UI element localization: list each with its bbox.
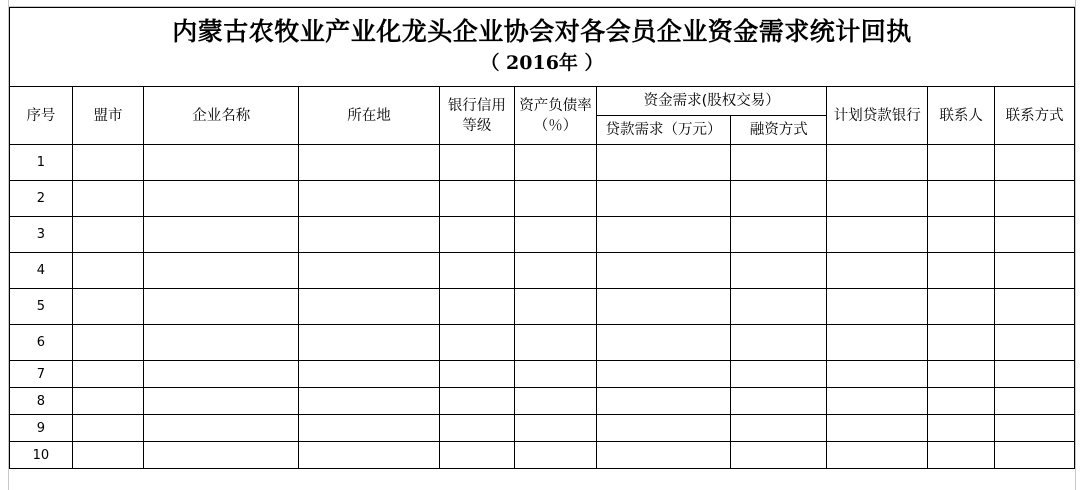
- cell-financing-method[interactable]: [731, 181, 827, 217]
- cell-debt-ratio[interactable]: [515, 145, 597, 181]
- cell-credit-rating[interactable]: [439, 145, 514, 181]
- cell-credit-rating[interactable]: [439, 325, 514, 361]
- cell-loan-demand[interactable]: [596, 388, 730, 415]
- cell-company-name[interactable]: [144, 388, 299, 415]
- cell-contact-method[interactable]: [995, 181, 1075, 217]
- page-subtitle: （ 2016年 ）: [480, 52, 604, 74]
- column-header-financing-method: 融资方式: [731, 116, 827, 145]
- cell-contact-person[interactable]: [928, 145, 995, 181]
- debt-ratio-label-line2: （％）: [533, 117, 578, 134]
- cell-loan-demand[interactable]: [596, 442, 730, 469]
- cell-loan-demand[interactable]: [596, 325, 730, 361]
- cell-credit-rating[interactable]: [439, 442, 514, 469]
- cell-location[interactable]: [299, 415, 439, 442]
- column-header-seq: 序号: [10, 87, 73, 145]
- cell-planned-loan-bank[interactable]: [827, 217, 928, 253]
- cell-seq[interactable]: 7: [10, 361, 73, 388]
- cell-loan-demand[interactable]: [596, 145, 730, 181]
- cell-city[interactable]: [72, 442, 143, 469]
- cell-debt-ratio[interactable]: [515, 415, 597, 442]
- cell-financing-method[interactable]: [731, 145, 827, 181]
- cell-credit-rating[interactable]: [439, 181, 514, 217]
- table-row[interactable]: [10, 361, 1075, 388]
- table-row[interactable]: [10, 217, 1075, 253]
- cell-city[interactable]: [72, 388, 143, 415]
- cell-contact-method[interactable]: [995, 253, 1075, 289]
- document-area: [9, 7, 1075, 469]
- cell-location[interactable]: [299, 181, 439, 217]
- cell-planned-loan-bank[interactable]: [827, 361, 928, 388]
- cell-contact-person[interactable]: [928, 289, 995, 325]
- cell-credit-rating[interactable]: [439, 361, 514, 388]
- cell-contact-method[interactable]: [995, 361, 1075, 388]
- cell-seq[interactable]: 9: [10, 415, 73, 442]
- cell-debt-ratio[interactable]: [515, 289, 597, 325]
- cell-contact-method[interactable]: [995, 145, 1075, 181]
- cell-loan-demand[interactable]: [596, 217, 730, 253]
- cell-credit-rating[interactable]: [439, 253, 514, 289]
- debt-ratio-label-line1: 资产负债率: [519, 97, 592, 114]
- cell-financing-method[interactable]: [731, 388, 827, 415]
- cell-company-name[interactable]: [144, 415, 299, 442]
- sheet-right-margin: [1075, 0, 1084, 490]
- cell-financing-method[interactable]: [731, 361, 827, 388]
- cell-loan-demand[interactable]: [596, 361, 730, 388]
- column-header-contact-person: 联系人: [928, 87, 995, 145]
- cell-planned-loan-bank[interactable]: [827, 442, 928, 469]
- cell-contact-person[interactable]: [928, 361, 995, 388]
- cell-contact-method[interactable]: [995, 289, 1075, 325]
- table-row[interactable]: [10, 442, 1075, 469]
- cell-debt-ratio[interactable]: [515, 253, 597, 289]
- sheet-top-margin: [0, 0, 1084, 7]
- column-header-planned-loan-bank: 计划贷款银行: [827, 87, 928, 145]
- title-row: [10, 8, 1075, 87]
- table-row[interactable]: [10, 325, 1075, 361]
- cell-contact-person[interactable]: [928, 415, 995, 442]
- cell-company-name[interactable]: [144, 325, 299, 361]
- cell-financing-method[interactable]: [731, 217, 827, 253]
- cell-seq[interactable]: 2: [10, 181, 73, 217]
- cell-city[interactable]: [72, 217, 143, 253]
- cell-planned-loan-bank[interactable]: [827, 145, 928, 181]
- cell-company-name[interactable]: [144, 145, 299, 181]
- cell-financing-method[interactable]: [731, 253, 827, 289]
- cell-planned-loan-bank[interactable]: [827, 388, 928, 415]
- column-header-city: 盟市: [72, 87, 143, 145]
- cell-seq[interactable]: 8: [10, 388, 73, 415]
- cell-debt-ratio[interactable]: [515, 388, 597, 415]
- cell-city[interactable]: [72, 325, 143, 361]
- table-row[interactable]: [10, 145, 1075, 181]
- cell-contact-method[interactable]: [995, 442, 1075, 469]
- cell-city[interactable]: [72, 361, 143, 388]
- cell-credit-rating[interactable]: [439, 388, 514, 415]
- cell-city[interactable]: [72, 181, 143, 217]
- cell-location[interactable]: [299, 325, 439, 361]
- cell-company-name[interactable]: [144, 181, 299, 217]
- cell-location[interactable]: [299, 388, 439, 415]
- table-row[interactable]: [10, 181, 1075, 217]
- cell-company-name[interactable]: [144, 253, 299, 289]
- cell-location[interactable]: [299, 442, 439, 469]
- cell-financing-method[interactable]: [731, 415, 827, 442]
- cell-seq[interactable]: 6: [10, 325, 73, 361]
- cell-contact-person[interactable]: [928, 388, 995, 415]
- table-row[interactable]: [10, 388, 1075, 415]
- cell-location[interactable]: [299, 217, 439, 253]
- cell-contact-person[interactable]: [928, 181, 995, 217]
- column-header-credit-rating: [439, 87, 514, 145]
- cell-seq[interactable]: 1: [10, 145, 73, 181]
- cell-company-name[interactable]: [144, 361, 299, 388]
- cell-contact-person[interactable]: [928, 325, 995, 361]
- header-row-1: [10, 87, 1075, 116]
- cell-planned-loan-bank[interactable]: [827, 415, 928, 442]
- cell-debt-ratio[interactable]: [515, 181, 597, 217]
- column-header-company-name: 企业名称: [144, 87, 299, 145]
- column-header-loan-demand: 贷款需求（万元）: [596, 116, 730, 145]
- cell-financing-method[interactable]: [731, 442, 827, 469]
- cell-location[interactable]: [299, 253, 439, 289]
- column-header-capital-demand-group: 资金需求(股权交易）: [596, 87, 827, 116]
- cell-loan-demand[interactable]: [596, 289, 730, 325]
- cell-debt-ratio[interactable]: [515, 325, 597, 361]
- column-header-contact-method: 联系方式: [995, 87, 1075, 145]
- cell-financing-method[interactable]: [731, 289, 827, 325]
- cell-company-name[interactable]: [144, 217, 299, 253]
- cell-location[interactable]: [299, 145, 439, 181]
- cell-city[interactable]: [72, 415, 143, 442]
- cell-contact-person[interactable]: [928, 442, 995, 469]
- cell-seq[interactable]: 4: [10, 253, 73, 289]
- cell-credit-rating[interactable]: [439, 415, 514, 442]
- cell-seq[interactable]: 10: [10, 442, 73, 469]
- cell-contact-method[interactable]: [995, 217, 1075, 253]
- cell-city[interactable]: [72, 289, 143, 325]
- page-title: 内蒙古农牧业产业化龙头企业协会对各会员企业资金需求统计回执: [172, 17, 912, 46]
- table-row[interactable]: [10, 415, 1075, 442]
- capital-demand-table: [9, 7, 1075, 469]
- cell-loan-demand[interactable]: [596, 181, 730, 217]
- sheet-left-margin: [0, 0, 9, 490]
- cell-contact-person[interactable]: [928, 253, 995, 289]
- cell-credit-rating[interactable]: [439, 217, 514, 253]
- cell-location[interactable]: [299, 361, 439, 388]
- cell-contact-person[interactable]: [928, 217, 995, 253]
- credit-rating-label-line1: 银行信用: [447, 97, 506, 114]
- credit-rating-label-line2: 等级: [462, 117, 492, 134]
- cell-contact-method[interactable]: [995, 415, 1075, 442]
- cell-debt-ratio[interactable]: [515, 442, 597, 469]
- cell-city[interactable]: [72, 145, 143, 181]
- cell-contact-method[interactable]: [995, 388, 1075, 415]
- cell-seq[interactable]: 3: [10, 217, 73, 253]
- cell-seq[interactable]: 5: [10, 289, 73, 325]
- cell-planned-loan-bank[interactable]: [827, 181, 928, 217]
- cell-planned-loan-bank[interactable]: [827, 289, 928, 325]
- cell-contact-method[interactable]: [995, 325, 1075, 361]
- cell-credit-rating[interactable]: [439, 289, 514, 325]
- cell-company-name[interactable]: [144, 289, 299, 325]
- column-header-location: 所在地: [299, 87, 439, 145]
- cell-location[interactable]: [299, 289, 439, 325]
- document-title-cell: [10, 8, 1075, 87]
- column-header-debt-ratio: [515, 87, 597, 145]
- table-row[interactable]: [10, 253, 1075, 289]
- cell-loan-demand[interactable]: [596, 415, 730, 442]
- cell-city[interactable]: [72, 253, 143, 289]
- cell-financing-method[interactable]: [731, 325, 827, 361]
- cell-planned-loan-bank[interactable]: [827, 325, 928, 361]
- cell-planned-loan-bank[interactable]: [827, 253, 928, 289]
- cell-loan-demand[interactable]: [596, 253, 730, 289]
- cell-debt-ratio[interactable]: [515, 217, 597, 253]
- table-row[interactable]: [10, 289, 1075, 325]
- cell-debt-ratio[interactable]: [515, 361, 597, 388]
- cell-company-name[interactable]: [144, 442, 299, 469]
